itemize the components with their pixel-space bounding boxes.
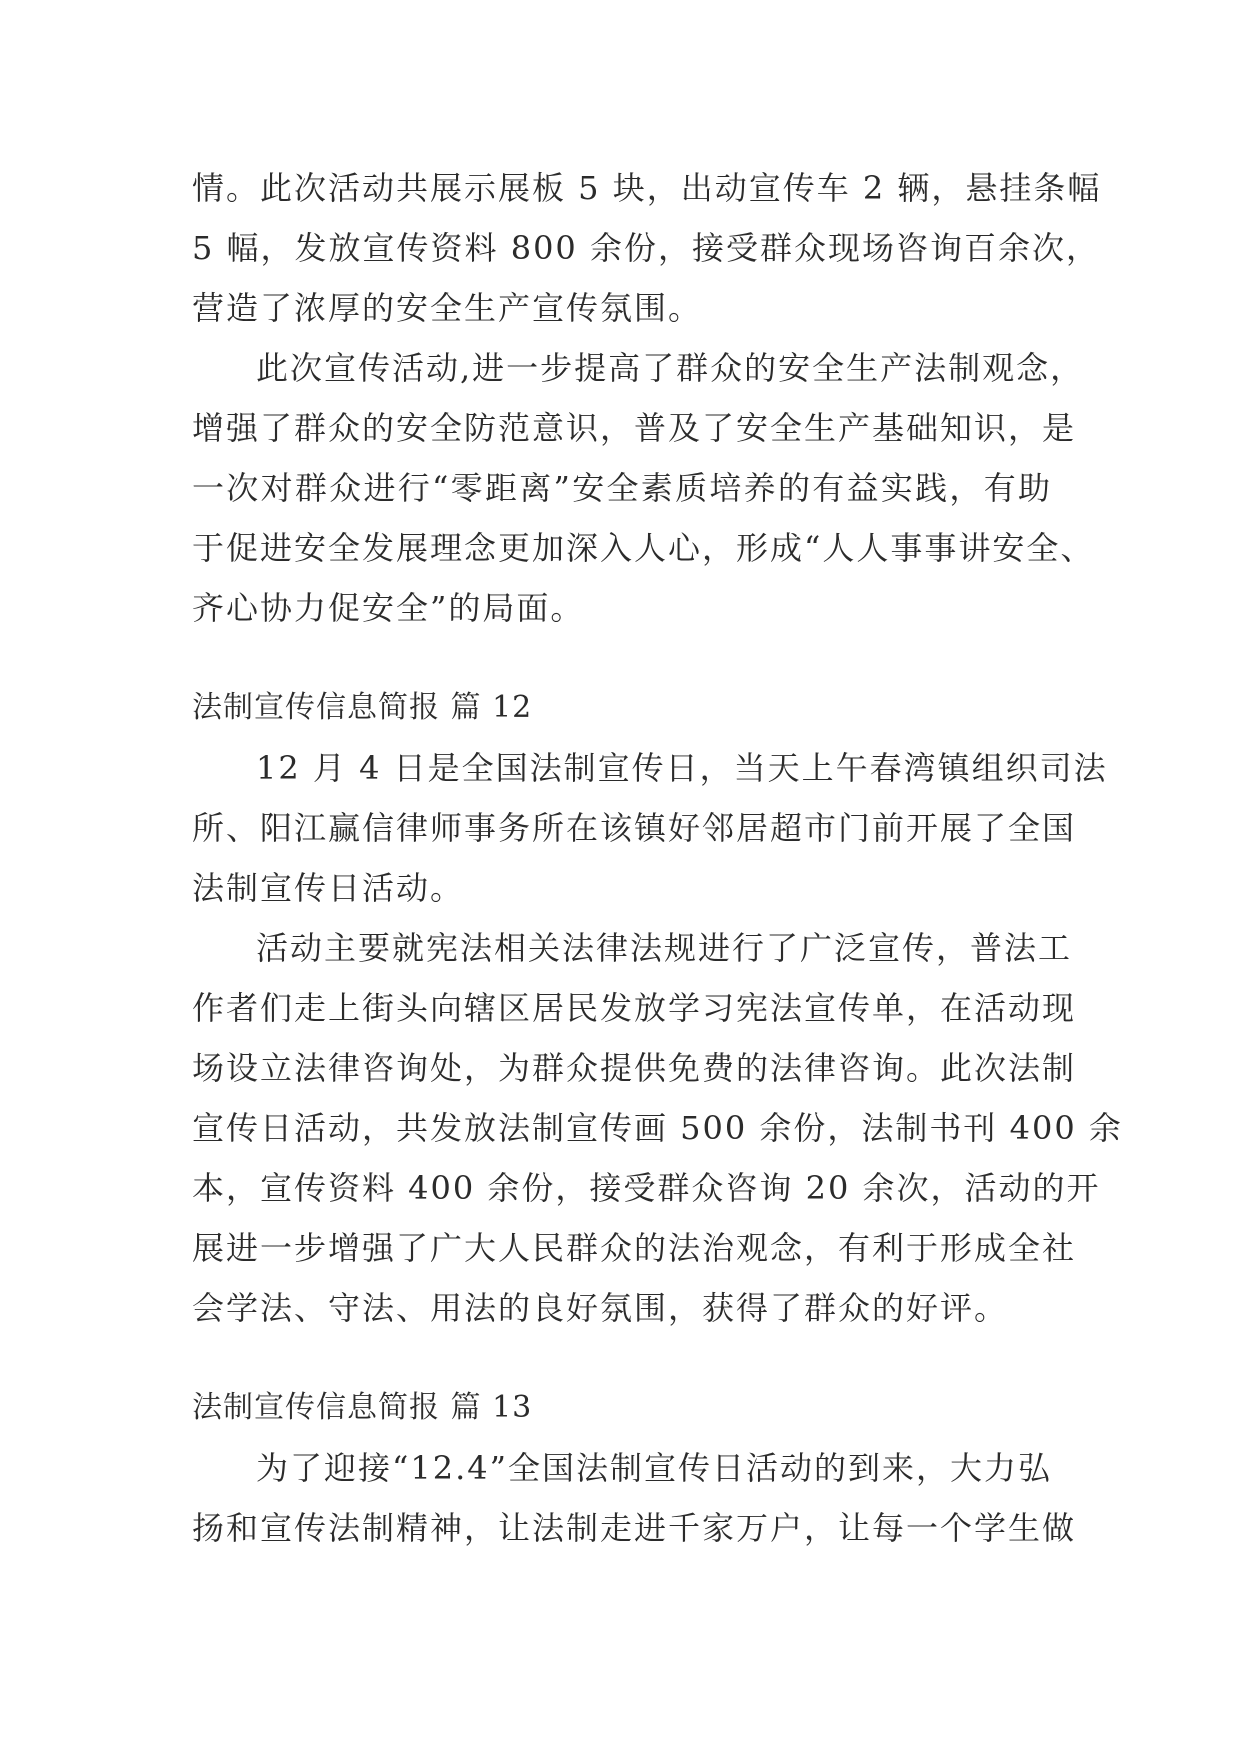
body-text-line: 于促进安全发展理念更加深入人心，形成“人人事事讲安全、 [192, 529, 1095, 567]
section-heading: 法制宣传信息简报 篇 13 [192, 1390, 533, 1425]
section-heading: 法制宣传信息简报 篇 12 [192, 690, 533, 725]
body-text-line: 此次宣传活动,进一步提高了群众的安全生产法制观念， [256, 349, 1085, 387]
body-text-line: 增强了群众的安全防范意识，普及了安全生产基础知识，是 [192, 409, 1077, 447]
body-text-line: 5 幅，发放宣传资料 800 余份，接受群众现场咨询百余次， [192, 229, 1100, 267]
body-text-line: 一次对群众进行“零距离”安全素质培养的有益实践，有助 [192, 469, 1052, 507]
body-text-line: 为了迎接“12.4”全国法制宣传日活动的到来，大力弘 [256, 1449, 1052, 1487]
body-text-line: 作者们走上街头向辖区居民发放学习宪法宣传单，在活动现 [192, 989, 1077, 1027]
body-text-line: 扬和宣传法制精神，让法制走进千家万户，让每一个学生做 [192, 1509, 1077, 1547]
body-text-line: 活动主要就宪法相关法律法规进行了广泛宣传，普法工 [256, 929, 1073, 967]
body-text-line: 场设立法律咨询处，为群众提供免费的法律咨询。此次法制 [192, 1049, 1077, 1087]
body-text-line: 法制宣传日活动。 [192, 869, 465, 907]
body-text-line: 展进一步增强了广大人民群众的法治观念，有利于形成全社 [192, 1229, 1077, 1267]
body-text-line: 本，宣传资料 400 余份，接受群众咨询 20 余次，活动的开 [192, 1169, 1101, 1207]
body-text-line: 所、阳江赢信律师事务所在该镇好邻居超市门前开展了全国 [192, 809, 1077, 847]
body-text-line: 宣传日活动，共发放法制宣传画 500 余份，法制书刊 400 余 [192, 1109, 1123, 1147]
body-text-line: 情。此次活动共展示展板 5 块，出动宣传车 2 辆，悬挂条幅 [192, 169, 1102, 207]
body-text-line: 12 月 4 日是全国法制宣传日，当天上午春湾镇组织司法 [256, 749, 1108, 787]
body-text-line: 会学法、守法、用法的良好氛围，获得了群众的好评。 [192, 1289, 1009, 1327]
body-text-line: 齐心协力促安全”的局面。 [192, 589, 585, 627]
body-text-line: 营造了浓厚的安全生产宣传氛围。 [192, 289, 703, 327]
